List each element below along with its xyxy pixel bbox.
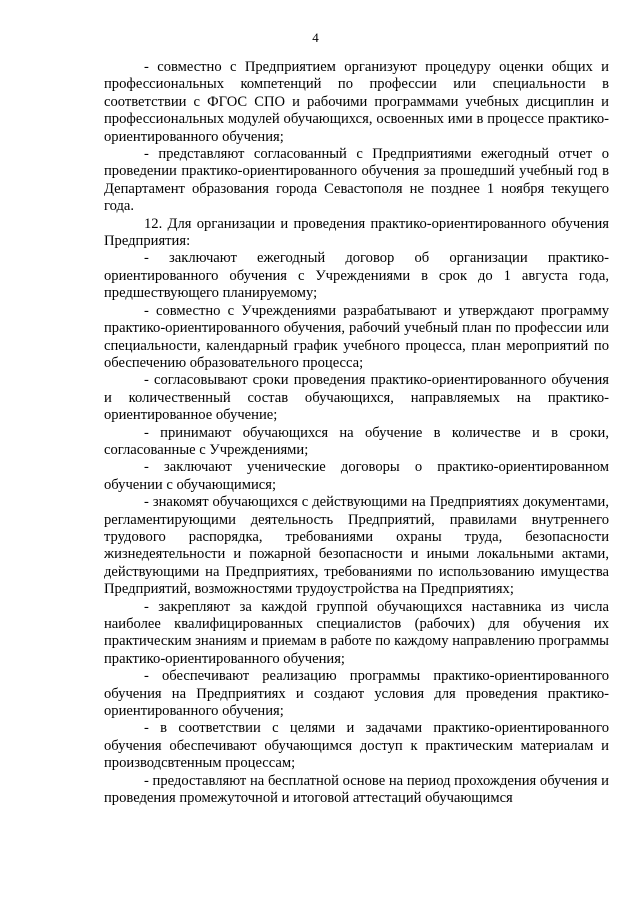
paragraph: - заключают ежегодный договор об организации практико-ориентированного обучения с Учреждениями в срок до 1 августа года, предшествующего планируемому; xyxy=(104,250,609,302)
document-body xyxy=(104,59,609,807)
page-number: 4 xyxy=(312,30,319,45)
paragraph: - принимают обучающихся на обучение в количестве и в сроки, согласованные с Учреждениями; xyxy=(104,424,609,458)
paragraph: - совместно с Предприятием организуют процедуру оценки общих и профессиональных компетенций по профессии или специальности в соответствии с ФГОС СПО и рабочими программами учебных дисциплин и профессиональных модулей обучающихся, освоенных ими в процессе практико-ориентированного обучения; xyxy=(104,59,609,145)
paragraph: - предоставляют на бесплатной основе на период прохождения обучения и проведения промежуточной и итоговой аттестаций обучающимся xyxy=(104,772,609,807)
paragraph: - согласовывают сроки проведения практико-ориентированного обучения и количественный состав обучающихся, направляемых на практико-ориентированное обучение; xyxy=(104,372,609,424)
paragraph: - закрепляют за каждой группой обучающихся наставника из числа наиболее квалифицированных специалистов (рабочих) для обучения их практическим знаниям и приемам в работе по каждому направлению программы практико-ориентированного обучения; xyxy=(104,598,609,667)
paragraph: - обеспечивают реализацию программы практико-ориентированного обучения на Предприятиях и создают условия для проведения практико-ориентированного обучения; xyxy=(104,668,609,720)
paragraph: - совместно с Учреждениями разрабатывают и утверждают программу практико-ориентированного обучения, рабочий учебный план по профессии или специальности, календарный график учебного процесса, план мероприятий по обеспечению образовательного процесса; xyxy=(104,302,609,371)
paragraph: - представляют согласованный с Предприятиями ежегодный отчет о проведении практико-ориентированного обучения за прошедший учебный год в Департамент образования города Севастополя не позднее 1 ноября текущего года. xyxy=(104,146,609,215)
paragraph: 12. Для организации и проведения практико-ориентированного обучения Предприятия: xyxy=(104,215,609,250)
paragraph: - знакомят обучающихся с действующими на Предприятиях документами, регламентирующими деятельность Предприятий, правилами внутреннего трудового распорядка, требованиями охраны труда, безопасности жизнедеятельности и пожарной безопасности и иными локальными актами, действующими на Предприятиях, требованиями по использованию имущества Предприятий, возможностями трудоустройства на Предприятиях; xyxy=(104,494,609,598)
paragraph: - заключают ученические договоры о практико-ориентированном обучении с обучающимися; xyxy=(104,459,609,493)
paragraph: - в соответствии с целями и задачами практико-ориентированного обучения обеспечивают обучающимся доступ к практическим материалам и производсвтенным процессам; xyxy=(104,720,609,772)
